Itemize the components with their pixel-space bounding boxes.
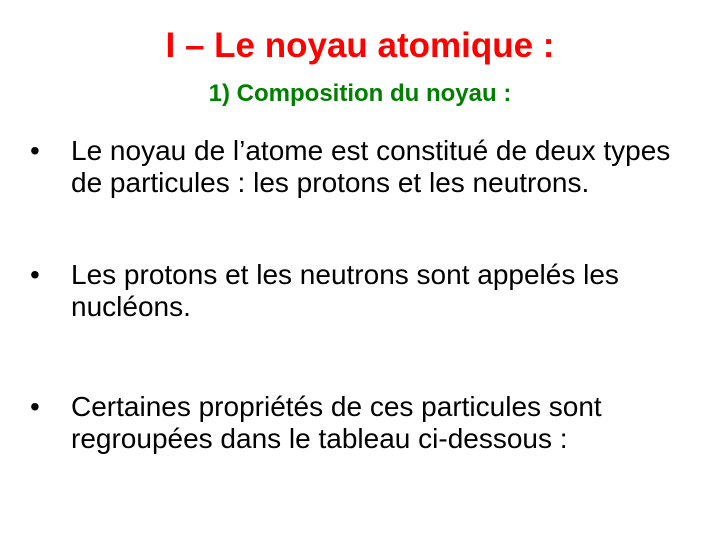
bullet-text: Les protons et les neutrons sont appelés les nucléons. <box>71 259 619 322</box>
bullet-item <box>30 259 680 323</box>
slide-subtitle: 1) Composition du noyau : <box>208 80 512 107</box>
bullet-marker: • <box>30 135 40 166</box>
bullet-item <box>30 391 680 455</box>
bullet-item <box>30 135 680 199</box>
slide-title: I – Le noyau atomique : <box>165 26 555 65</box>
bullet-marker: • <box>30 259 40 290</box>
bullet-text: Certaines propriétés de ces particules sont regroupées dans le tableau ci-dessous : <box>71 391 602 454</box>
bullet-text: Le noyau de l’atome est constitué de deux types de particules : les protons et les neutrons. <box>71 135 671 198</box>
bullet-marker: • <box>30 391 40 422</box>
